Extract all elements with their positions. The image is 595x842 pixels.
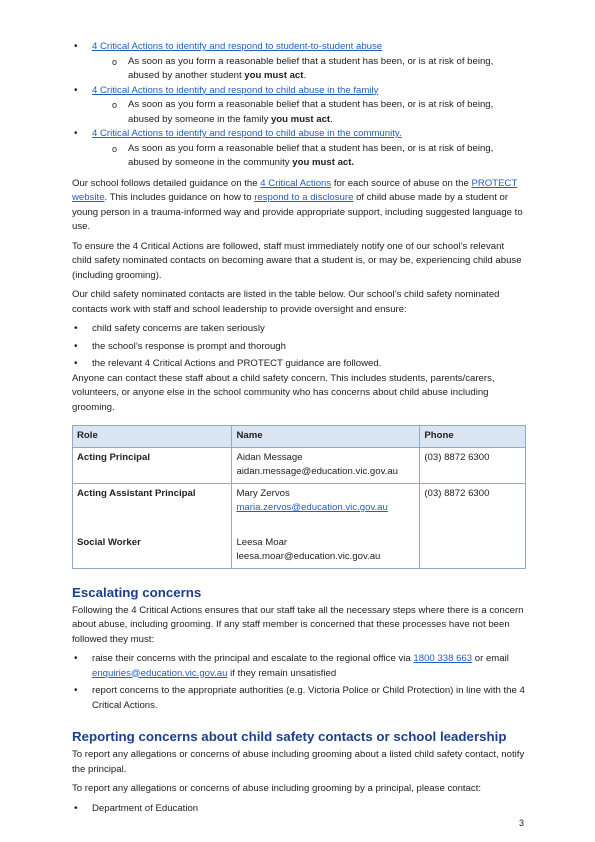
- page-number: 3: [519, 818, 525, 828]
- escalating-item: • report concerns to the appropriate authorities (e.g. Victoria Police or Child Protection) in line with the 4 Critical Actions.: [72, 684, 526, 713]
- notify-paragraph: To ensure the 4 Critical Actions are followed, staff must immediately notify one of our school’s relevant child safety nominated contacts on becoming aware that a student is, or may be, experiencing child abuse (including grooming).: [72, 240, 522, 281]
- escalating-item: • raise their concerns with the principal and escalate to the regional office via 1800 338 663 or email enquiries@education.vic.gov.au if they remain unsatisfied: [72, 652, 526, 681]
- critical-actions-list: [72, 40, 526, 171]
- contact-email-link[interactable]: maria.zervos@education.vic.gov.au: [236, 502, 388, 513]
- header-phone: Phone: [420, 426, 526, 448]
- critical-action-link[interactable]: 4 Critical Actions to identify and respond to child abuse in the community.: [92, 128, 402, 139]
- critical-action-link[interactable]: 4 Critical Actions to identify and respond to student-to-student abuse: [92, 41, 383, 52]
- name-cell: [232, 447, 420, 483]
- ensure-item: • the school’s response is prompt and thorough: [72, 340, 526, 355]
- critical-action-link[interactable]: 4 Critical Actions to identify and respond to child abuse in the family: [92, 84, 379, 96]
- enquiries-email-link[interactable]: enquiries@education.vic.gov.au: [92, 667, 228, 679]
- role-cell: Acting Principal: [73, 447, 232, 483]
- regional-office-phone-link[interactable]: 1800 338 663: [413, 653, 473, 664]
- contact-email: aidan.message@education.vic.gov.au: [236, 466, 398, 477]
- guidance-paragraph: Our school follows detailed guidance on the 4 Critical Actions for each source of abuse on the PROTECT website. This includes guidance on how to respond to a disclosure of child abuse made by a student or young person in a trauma-informed way and provide appropriate support, including suggested language to use.: [72, 177, 523, 232]
- critical-action-detail: o As soon as you form a reasonable belief that a student has been, or is at risk of being, abused by another student you must act.: [92, 55, 526, 84]
- escalating-list: [72, 652, 526, 713]
- phone-cell: (03) 8872 6300: [420, 483, 526, 568]
- critical-action-item: [72, 40, 526, 84]
- ensure-list: [72, 322, 526, 372]
- contact-name: Aidan Message: [236, 451, 303, 463]
- critical-action-detail: o As soon as you form a reasonable belief that a student has been, or is at risk of being, abused by someone in the community you must act.: [92, 142, 526, 171]
- reporting-paragraph-1: To report any allegations or concerns of abuse including grooming about a listed child safety contact, notify the principal.: [72, 749, 525, 775]
- phone-cell: (03) 8872 6300: [420, 447, 526, 483]
- critical-action-item: [72, 127, 526, 171]
- reporting-item: • Department of Education: [72, 802, 526, 817]
- reporting-heading: Reporting concerns about child safety contacts or school leadership: [72, 729, 507, 744]
- anyone-contact-paragraph: Anyone can contact these staff about a child safety concern. This includes students, parents/carers, volunteers, or anyone else in the school community who has concerns about child abuse including grooming.: [72, 372, 495, 413]
- critical-actions-link[interactable]: 4 Critical Actions: [260, 177, 332, 189]
- header-role: Role: [73, 426, 232, 448]
- ensure-item: • child safety concerns are taken seriously: [72, 322, 526, 337]
- ensure-item: • the relevant 4 Critical Actions and PROTECT guidance are followed.: [72, 357, 526, 372]
- critical-action-item: [72, 84, 526, 128]
- contact-name: Mary Zervos: [236, 487, 290, 499]
- header-name: Name: [232, 426, 420, 448]
- respond-disclosure-link[interactable]: respond to a disclosure: [254, 192, 354, 203]
- table-header-row: [73, 426, 526, 448]
- contacts-table: [72, 425, 526, 569]
- nominated-contacts-paragraph: Our child safety nominated contacts are listed in the table below. Our school’s child safety nominated contacts work with staff and school leadership to provide oversight and ensure:: [72, 289, 500, 315]
- contact-email: leesa.moar@education.vic.gov.au: [236, 551, 381, 562]
- contact-name: Leesa Moar: [236, 536, 288, 548]
- critical-action-detail: o As soon as you form a reasonable belief that a student has been, or is at risk of being, abused by someone in the family you must act.: [92, 98, 526, 127]
- protect-website-link[interactable]: PROTECT website: [72, 177, 518, 203]
- name-cell: [232, 483, 420, 568]
- table-row: [73, 483, 526, 568]
- table-row: [73, 447, 526, 483]
- escalating-paragraph: Following the 4 Critical Actions ensures that our staff take all the necessary steps where there is a concern about abuse, including grooming. If any staff member is concerned that these processes have not been followed they must:: [72, 604, 524, 645]
- role-cell: Acting Assistant Principal Social Worker: [73, 483, 232, 568]
- reporting-list: [72, 802, 526, 817]
- document-page: [72, 40, 526, 816]
- reporting-paragraph-2: To report any allegations or concerns of abuse including grooming by a principal, please contact:: [72, 783, 482, 794]
- escalating-heading: Escalating concerns: [72, 584, 202, 600]
